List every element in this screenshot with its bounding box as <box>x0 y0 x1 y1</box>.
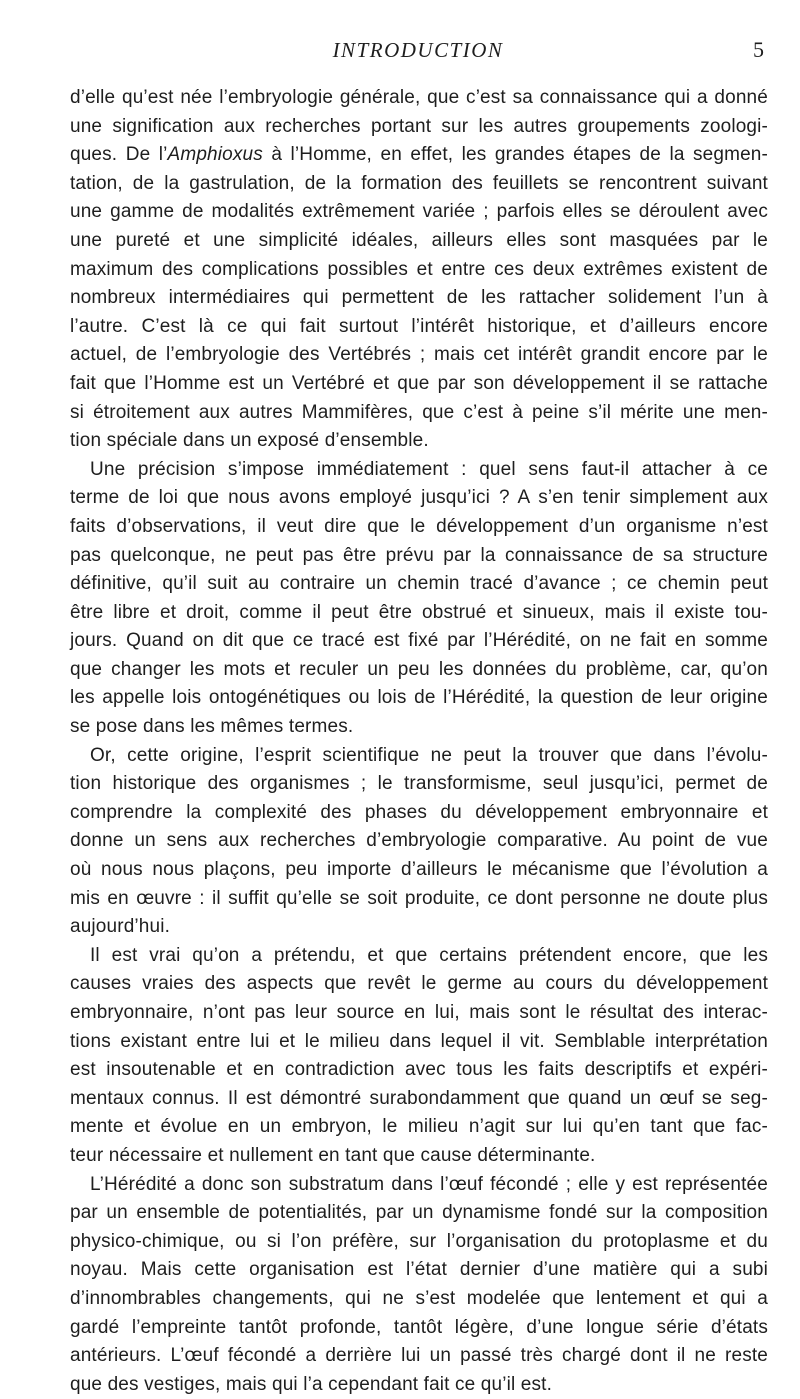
text-line: comprendre la complexité des phases du développement embryonnaire et <box>70 801 768 823</box>
text-line: aujourd’hui. <box>70 916 171 938</box>
text-line: d’innombrables changements, qui ne s’est modelée que lentement et qui a <box>70 1287 768 1309</box>
text-line: pas quelconque, ne peut pas être prévu par la connaissance de sa structure <box>70 544 768 566</box>
text-line: une gamme de modalités extrêmement variée ; parfois elles se déroulent avec <box>70 201 768 223</box>
running-title: INTRODUCTION <box>332 38 504 62</box>
text-line: Or, cette origine, l’esprit scientifique ne peut la trouver que dans l’évolu- <box>90 744 768 766</box>
text-line: les appelle lois ontogénétiques ou lois de l’Hérédité, la question de leur origine <box>70 687 768 709</box>
text-line: se pose dans les mêmes termes. <box>70 716 354 738</box>
text-line: noyau. Mais cette organisation est l’état dernier d’une matière qui a subi <box>70 1259 768 1281</box>
text-line: Il est vrai qu’on a prétendu, et que certains prétendent encore, que les <box>90 944 768 966</box>
text-line: causes vraies des aspects que revêt le germe au cours du développement <box>70 973 768 995</box>
text-line: ques. De l’Amphioxus à l’Homme, en effet, les grandes étapes de la segmen- <box>70 144 768 166</box>
text-line: actuel, de l’embryologie des Vertébrés ; mais cet intérêt grandit encore par le <box>70 344 768 366</box>
text-line: tation, de la gastrulation, de la formation des feuillets se rencontrent suivant <box>70 172 768 194</box>
text-line: teur nécessaire et nullement en tant que cause déterminante. <box>70 1144 596 1166</box>
text-line: jours. Quand on dit que ce tracé est fixé par l’Hérédité, on ne fait en somme <box>70 630 768 652</box>
text-line: d’elle qu’est née l’embryologie générale, que c’est sa connaissance qui a donné <box>70 87 768 108</box>
text-line: tions existant entre lui et le milieu dans lequel il vit. Semblable interprétation <box>70 1030 768 1052</box>
text-line: terme de loi que nous avons employé jusqu’ici ? A s’en tenir simplement aux <box>70 487 768 509</box>
text-line: maximum des complications possibles et entre ces deux extrêmes existent de <box>70 258 768 280</box>
text-line: mente et évolue en un embryon, le milieu n’agit sur lui qu’en tant que fac- <box>70 1116 768 1138</box>
text-line: faits d’observations, il veut dire que le développement d’un organisme n’est <box>70 515 768 537</box>
running-head <box>70 36 766 64</box>
text-line: Une précision s’impose immédiatement : quel sens faut-il attacher à ce <box>90 458 768 480</box>
text-line: L’Hérédité a donc son substratum dans l’œuf fécondé ; elle y est représentée <box>90 1173 768 1195</box>
text-line: tion spéciale dans un exposé d’ensemble. <box>70 430 429 452</box>
text-line: fait que l’Homme est un Vertébré et que par son développement il se rattache <box>70 372 768 394</box>
text-line: tion historique des organismes ; le transformisme, seul jusqu’ici, permet de <box>70 773 768 795</box>
text-line: gardé l’empreinte tantôt profonde, tantôt légère, d’une longue série d’états <box>70 1316 768 1338</box>
page-number: 5 <box>753 37 764 62</box>
text-line: l’autre. C’est là ce qui fait surtout l’intérêt historique, et d’ailleurs encore <box>70 315 768 337</box>
text-line: mis en œuvre : il suffit qu’elle se soit produite, ce dont personne ne doute plus <box>70 887 768 909</box>
text-line: mentaux connus. Il est démontré surabondamment que quand un œuf se seg- <box>70 1087 768 1109</box>
text-line: donne un sens aux recherches d’embryologie comparative. Au point de vue <box>70 830 768 852</box>
text-line: antérieurs. L’œuf fécondé a derrière lui un passé très chargé dont il ne reste <box>70 1345 768 1367</box>
text-line: embryonnaire, n’ont pas leur source en lui, mais sont le résultat des interac- <box>70 1002 768 1023</box>
text-line: si étroitement aux autres Mammifères, que c’est à peine s’il mérite une men- <box>70 401 768 423</box>
body-text <box>70 84 768 1399</box>
text-line: que changer les mots et reculer un peu les données du problème, car, qu’on <box>70 658 768 680</box>
text-line: une signification aux recherches portant sur les autres groupements zoologi- <box>70 115 768 137</box>
text-line: nombreux intermédiaires qui permettent de les rattacher solidement l’un à <box>70 287 768 309</box>
text-line: être libre et droit, comme il peut être obstrué et sinueux, mais il existe tou- <box>70 601 768 623</box>
text-line: par un ensemble de potentialités, par un dynamisme fondé sur la composition <box>70 1202 768 1224</box>
text-line: où nous nous plaçons, peu importe d’ailleurs le mécanisme que l’évolution a <box>70 859 768 881</box>
text-line: physico-chimique, ou si l’on préfère, sur l’organisation du protoplasme et du <box>70 1230 768 1252</box>
text-line: est insoutenable et en contradiction avec tous les faits descriptifs et expéri- <box>70 1059 768 1081</box>
text-line: que des vestiges, mais qui l’a cependant fait ce qu’il est. <box>70 1373 553 1395</box>
text-line: définitive, qu’il suit au contraire un chemin tracé d’avance ; ce chemin peut <box>70 573 768 595</box>
text-line: une pureté et une simplicité idéales, ailleurs elles sont masquées par le <box>70 229 768 251</box>
